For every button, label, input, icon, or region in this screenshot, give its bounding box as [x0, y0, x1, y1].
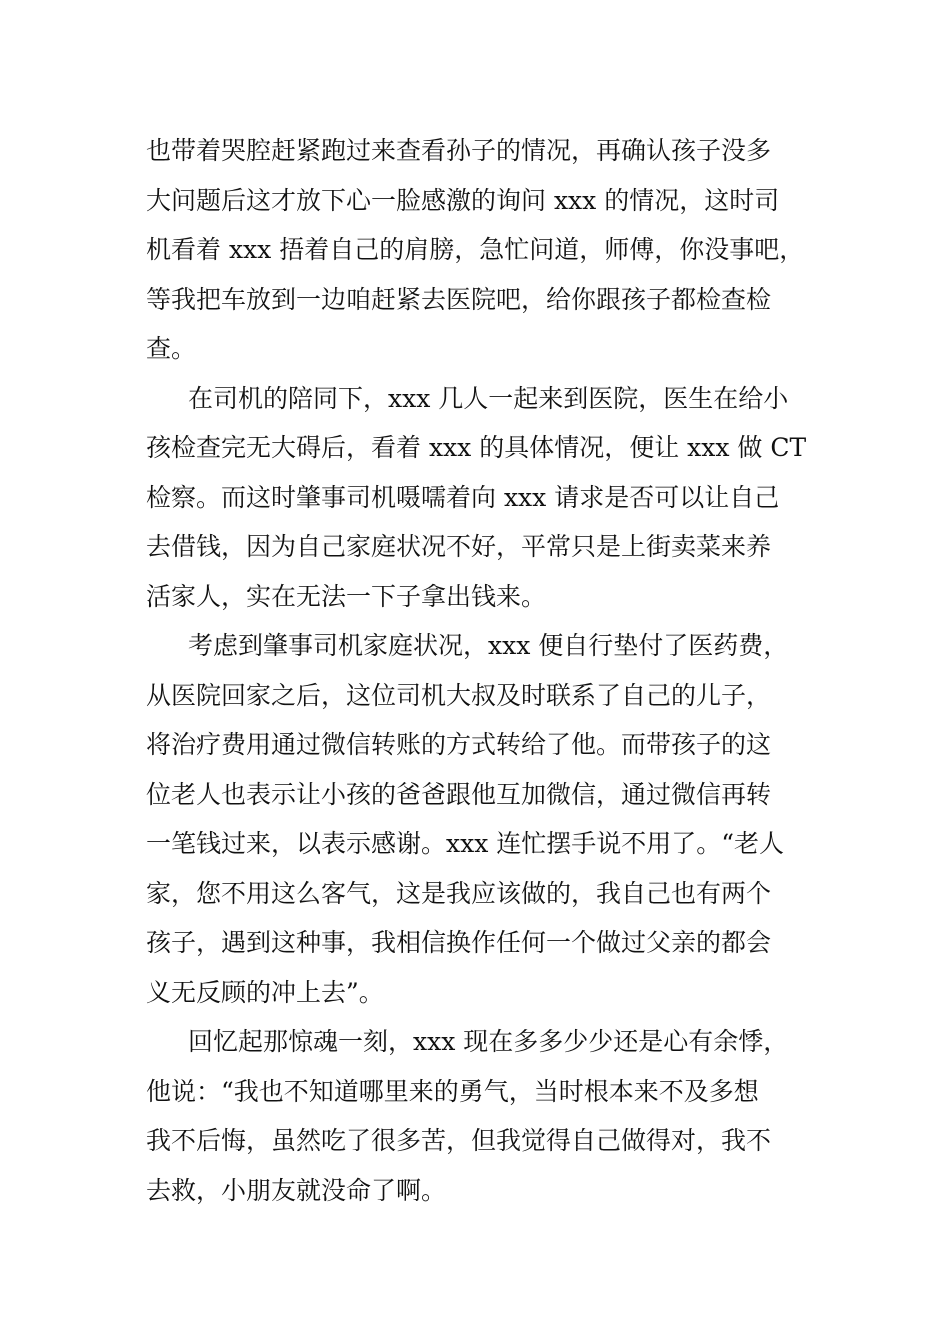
paragraph-3	[146, 621, 826, 1017]
paragraph-line: 将治疗费用通过微信转账的方式转给了他。而带孩子的这	[146, 730, 772, 759]
paragraph-4	[146, 1017, 826, 1215]
paragraph-line: 从医院回家之后，这位司机大叔及时联系了自己的儿子，	[146, 680, 772, 710]
paragraph-line: 孩检查完无大碍后，看着 xxx 的具体情况，便让 xxx 做 CT	[146, 433, 807, 462]
paragraph-line: 他说：“我也不知道哪里来的勇气，当时根本来不及多想	[146, 1076, 759, 1106]
paragraph-line: 家，您不用这么客气，这是我应该做的，我自己也有两个	[146, 878, 772, 908]
paragraph-line: 大问题后这才放下心一脸感激的询问 xxx 的情况，这时司	[146, 185, 780, 215]
paragraph-line: 也带着哭腔赶紧跑过来查看孙子的情况，再确认孩子没多	[146, 136, 772, 165]
paragraph-2	[146, 374, 826, 622]
paragraph-line: 位老人也表示让小孩的爸爸跟他互加微信，通过微信再转	[146, 779, 772, 809]
paragraph-line: 孩子，遇到这种事，我相信换作任何一个做过父亲的都会	[146, 928, 772, 957]
paragraph-line: 去借钱，因为自己家庭状况不好，平常只是上街卖菜来养	[146, 532, 772, 561]
paragraph-line: 在司机的陪同下，xxx 几人一起来到医院，医生在给小	[188, 383, 789, 413]
paragraph-line: 检察。而这时肇事司机嗫嚅着向 xxx 请求是否可以让自己	[146, 482, 780, 512]
paragraph-line: 去救，小朋友就没命了啊。	[146, 1175, 447, 1205]
paragraph-line: 义无反顾的冲上去”。	[146, 977, 384, 1007]
paragraph-1	[146, 126, 826, 374]
paragraph-line: 等我把车放到一边咱赶紧去医院吧，给你跟孩子都检查检	[146, 284, 772, 314]
paragraph-line: 回忆起那惊魂一刻，xxx 现在多多少少还是心有余悸，	[188, 1027, 789, 1056]
paragraph-line: 查。	[146, 334, 197, 363]
article-body	[146, 126, 826, 1215]
paragraph-line: 考虑到肇事司机家庭状况，xxx 便自行垫付了医药费，	[188, 631, 789, 660]
paragraph-line: 一笔钱过来，以表示感谢。xxx 连忙摆手说不用了。“老人	[146, 829, 785, 858]
paragraph-line: 活家人，实在无法一下子拿出钱来。	[146, 581, 547, 611]
paragraph-line: 我不后悔，虽然吃了很多苦，但我觉得自己做得对，我不	[146, 1126, 772, 1155]
paragraph-line: 机看着 xxx 捂着自己的肩膀，急忙问道，师傅，你没事吧，	[146, 235, 805, 264]
